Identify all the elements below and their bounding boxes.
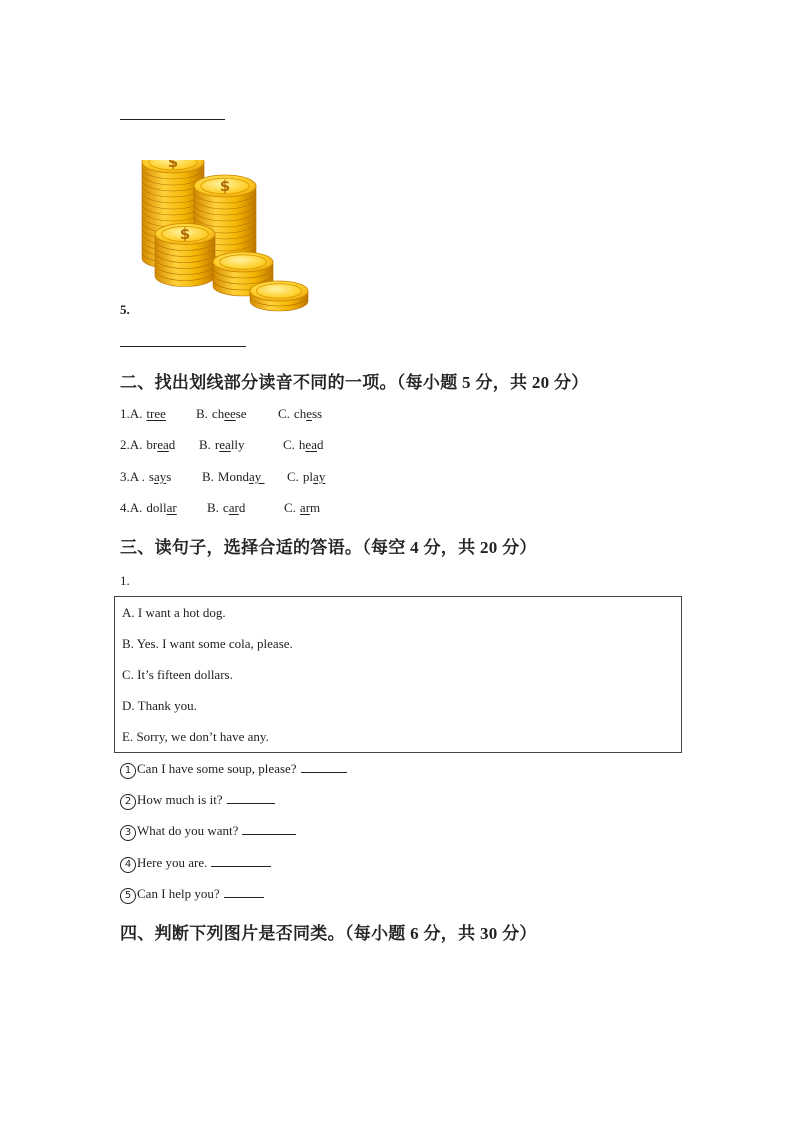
word-part: c bbox=[222, 500, 229, 515]
circled-number: 3 bbox=[120, 825, 136, 841]
question-3 bbox=[120, 823, 296, 841]
underlined-part: ar bbox=[228, 500, 239, 515]
section3-title: 三、读句子，选择合适的答语。（每空 4 分，共 20 分） bbox=[120, 538, 537, 557]
option-label: B. bbox=[202, 469, 214, 484]
option-c[interactable] bbox=[278, 406, 322, 422]
underlined-part: tree bbox=[146, 406, 166, 421]
answer-line-4 bbox=[120, 119, 225, 120]
question-text: How much is it? bbox=[137, 792, 223, 807]
word-part: s bbox=[148, 469, 154, 484]
word-part: doll bbox=[146, 500, 167, 515]
option-b[interactable] bbox=[199, 437, 245, 453]
word-part: pl bbox=[302, 469, 314, 484]
item-number: 2.A. bbox=[120, 437, 143, 452]
word-part: se bbox=[235, 406, 247, 421]
word-part: br bbox=[146, 437, 158, 452]
option-b[interactable] bbox=[196, 406, 247, 422]
dollar-sign-icon: $ bbox=[179, 225, 191, 243]
option-label: B. bbox=[196, 406, 208, 421]
section2-item-2 bbox=[120, 437, 380, 455]
option-label: C. bbox=[278, 406, 290, 421]
underlined-part: ea bbox=[305, 437, 317, 452]
options-box bbox=[114, 596, 682, 753]
option-b: B. Yes. I want some cola, please. bbox=[122, 636, 293, 651]
option-e: E. Sorry, we don’t have any. bbox=[122, 729, 269, 744]
section2-title: 二、找出划线部分读音不同的一项。（每小题 5 分，共 20 分） bbox=[120, 373, 589, 392]
option-c[interactable] bbox=[284, 500, 320, 516]
answer-blank[interactable] bbox=[227, 793, 275, 804]
question-text: Can I help you? bbox=[137, 886, 220, 901]
option-label: C. bbox=[284, 500, 296, 515]
underlined-part: ea bbox=[157, 437, 169, 452]
underlined-part: ar bbox=[299, 500, 311, 515]
question-2 bbox=[120, 792, 275, 810]
circled-number: 2 bbox=[120, 794, 136, 810]
word-part: ch bbox=[293, 406, 307, 421]
option-a: A. I want a hot dog. bbox=[122, 605, 226, 620]
section2-item-3 bbox=[120, 469, 380, 487]
question-1 bbox=[120, 761, 347, 779]
option-label: C. bbox=[283, 437, 295, 452]
word-part: ch bbox=[211, 406, 225, 421]
option-a[interactable] bbox=[120, 406, 166, 422]
dollar-sign-icon: $ bbox=[219, 177, 231, 195]
option-c: C. It’s fifteen dollars. bbox=[122, 667, 233, 682]
word-part: d bbox=[316, 437, 324, 452]
item-number: 1.A. bbox=[120, 406, 143, 421]
question-text: Can I have some soup, please? bbox=[137, 761, 297, 776]
underlined-part: ee bbox=[224, 406, 236, 421]
question-5 bbox=[120, 886, 264, 904]
question-text: What do you want? bbox=[137, 823, 239, 838]
question-4 bbox=[120, 855, 271, 873]
option-label: B. bbox=[199, 437, 211, 452]
coin-stack-front bbox=[155, 224, 215, 287]
section2-item-1 bbox=[120, 406, 380, 424]
word-part: lly bbox=[230, 437, 245, 452]
word-part: d bbox=[238, 500, 246, 515]
question-text: Here you are. bbox=[137, 855, 208, 870]
option-c[interactable] bbox=[283, 437, 323, 453]
option-b[interactable] bbox=[202, 469, 265, 485]
option-b[interactable] bbox=[207, 500, 245, 516]
word-part: h bbox=[298, 437, 306, 452]
answer-line-5 bbox=[120, 346, 246, 347]
dollar-sign-icon: $ bbox=[167, 160, 179, 171]
word-part: s bbox=[166, 469, 172, 484]
item-number: 4.A. bbox=[120, 500, 143, 515]
circled-number: 5 bbox=[120, 888, 136, 904]
circled-number: 1 bbox=[120, 763, 136, 779]
section3-item-number: 1. bbox=[120, 573, 130, 588]
answer-blank[interactable] bbox=[211, 856, 271, 867]
circled-number: 4 bbox=[120, 857, 136, 873]
word-part: d bbox=[168, 437, 176, 452]
option-label: C. bbox=[287, 469, 299, 484]
coins-image bbox=[137, 160, 309, 316]
option-d: D. Thank you. bbox=[122, 698, 197, 713]
option-a[interactable] bbox=[120, 500, 177, 516]
answer-blank[interactable] bbox=[224, 887, 264, 898]
underlined-part: ay bbox=[313, 469, 326, 484]
option-c[interactable] bbox=[287, 469, 325, 485]
underlined-part: e bbox=[306, 406, 312, 421]
coin-flat bbox=[250, 281, 308, 311]
underlined-part: ay bbox=[153, 469, 167, 484]
item-number: 3.A . bbox=[120, 469, 145, 484]
underlined-part: ay bbox=[248, 469, 265, 484]
section4-title: 四、判断下列图片是否同类。（每小题 6 分，共 30 分） bbox=[120, 924, 537, 943]
word-part: m bbox=[310, 500, 321, 515]
question-5-number: 5. bbox=[120, 302, 130, 317]
option-label: B. bbox=[207, 500, 219, 515]
word-part: Mond bbox=[217, 469, 249, 484]
answer-blank[interactable] bbox=[242, 824, 296, 835]
word-part: r bbox=[214, 437, 220, 452]
underlined-part: ar bbox=[166, 500, 177, 515]
option-a[interactable] bbox=[120, 469, 171, 485]
answer-blank[interactable] bbox=[301, 762, 347, 773]
section2-item-4 bbox=[120, 500, 380, 518]
option-a[interactable] bbox=[120, 437, 175, 453]
underlined-part: ea bbox=[219, 437, 231, 452]
word-part: ss bbox=[311, 406, 323, 421]
